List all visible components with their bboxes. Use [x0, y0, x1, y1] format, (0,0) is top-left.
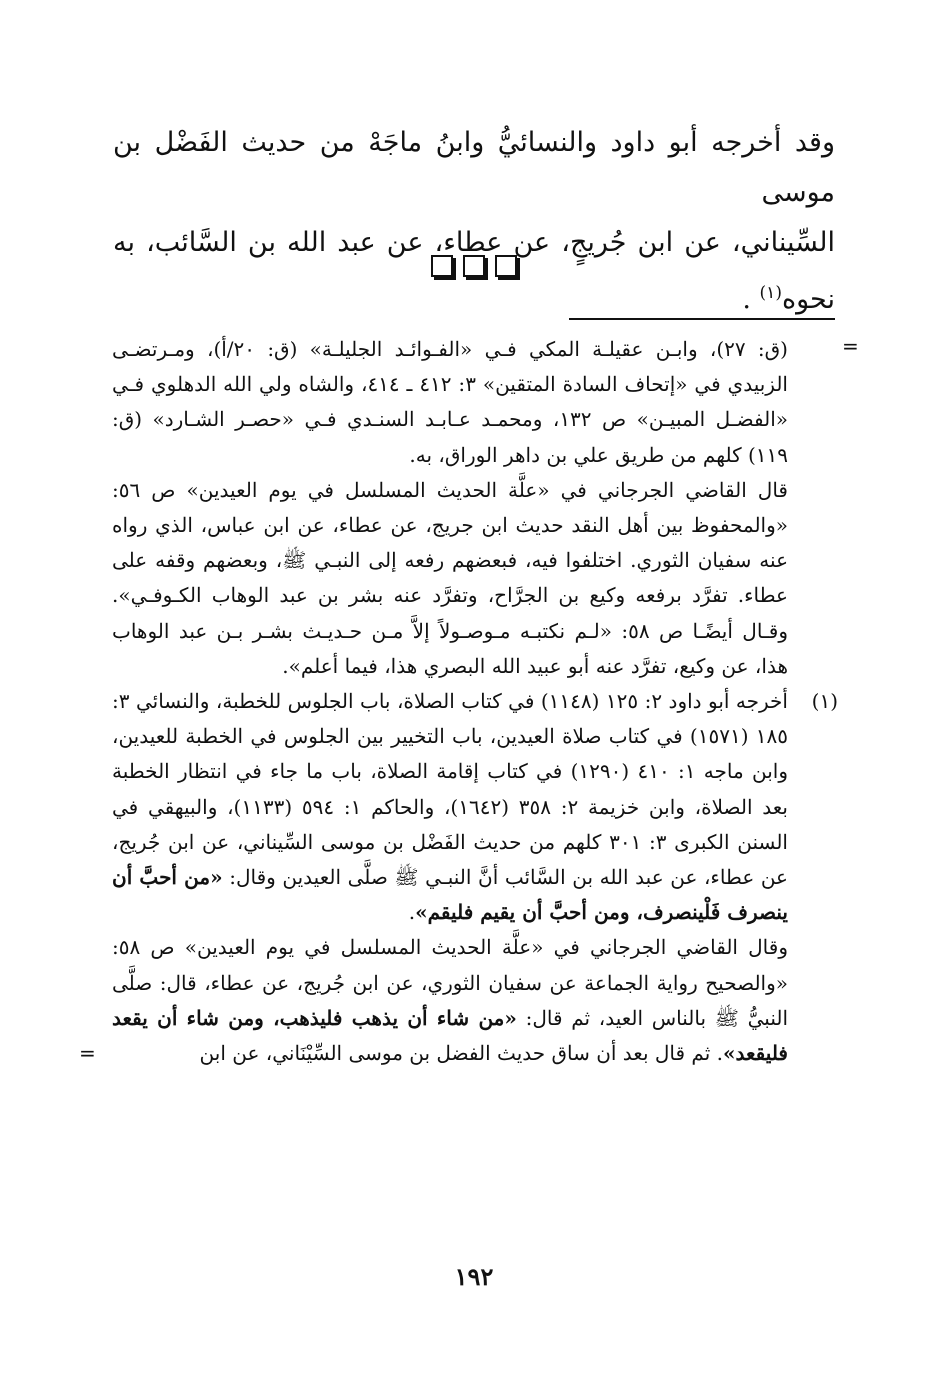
main-line-1	[113, 118, 835, 218]
footnote-continuation-para-2: قال القاضي الجرجاني في «علَّة الحديث المسلسل في يوم العيدين» ص ٥٦: «والمحفوظ بين أهل النقد حديث ابن جريج، عن عطاء، عن ابن عباس، الذي رواه عنه سفيان الثوري. اختلفوا فيه، فبعضهم رفعه إلى النبـي ﷺ، وبعضهم وقفه على عطاء. تفرَّد برفعه وكيع بن الجرَّاح، وتفرَّد عنه بشر بن عبد الوهاب الكـوفـي». وقـال أيضًـا ص ٥٨: «لـم نكتبـه مـوصـولاً إلاَّ مـن حـديـث بشـر بـن عبد الوهاب هذا، عن وكيع، تفرَّد عنه أبو عبيد الله البصري هذا، فيما أعلم».	[112, 477, 789, 678]
footnote-1-para-2-a: وقال القاضي الجرجاني في «علَّة الحديث المسلسل في يوم العيدين» ص ٥٨: «والصحيح رواية الجماعة عن سفيان الثوري، عن ابن جُريج، عن عطاء، قال: صلَّى النبيُّ ﷺ بالناس العيد، ثم قال:	[112, 935, 788, 1030]
footnote-1-end: .	[408, 900, 416, 925]
continuation-mark: =	[842, 334, 859, 358]
footnote-1-para-2-quote: «من شاء أن يذهب فليذهب، ومن شاء أن يقعد فليقعد»	[112, 1005, 788, 1066]
square-ornament-icon	[463, 255, 485, 277]
main-line-2-end: .	[742, 284, 760, 315]
footnote-1-para-2	[112, 930, 788, 1071]
square-ornament-icon	[431, 255, 453, 277]
page-number: ١٩٢	[454, 1262, 494, 1291]
main-line-1-text: وقد أخرجه أبو داود والنسائيُّ وابنُ ماجَهْ من حديث الفَضْل بن موسى	[113, 127, 835, 208]
footnotes	[79, 332, 838, 1071]
footnote-1-para-2-b: . ثم قال بعد أن ساق حديث الفضل بن موسى السِّيْنَاني، عن ابن	[199, 1041, 724, 1066]
footnote-1-text: أخرجه أبو داود ٢: ١٢٥ (١١٤٨) في كتاب الصلاة، باب الجلوس للخطبة، والنسائي ٣: ١٨٥ (١٥٧١) في كتاب صلاة العيدين، باب التخيير بين الجلوس في الخطبة للعيدين، وابن ماجه ١: ٤١٠ (١٢٩٠) في كتاب إقامة الصلاة، باب ما جاء في انتظار الخطبة بعد الصلاة، وابن خزيمة ٢: ٣٥٨ (١٦٤٢)، والحاكم ١: ٥٩٤ (١١٣٣)، والبيهقي في السنن الكبرى ٣: ٣٠١ كلهم من حديث الفَضْل بن موسى السِّيناني، عن ابن جُريج، عن عطاء، عن عبد الله بن السَّائب أنَّ النبـي ﷺ صلَّى العيدين وقال:	[112, 689, 788, 890]
trailing-continuation-mark: =	[79, 1041, 96, 1066]
footnote-1-number: (١)	[811, 689, 838, 714]
footnote-1-quote: «من أحبَّ أن ينصرف فَلْينصرف، ومن أحبَّ أن يقيم فليقم»	[112, 865, 788, 925]
footnote-rule	[569, 318, 835, 320]
footnote-1-para-1	[112, 684, 788, 930]
footnote-1	[79, 684, 838, 1071]
main-text	[113, 118, 835, 325]
section-separator	[0, 255, 948, 281]
footnote-reference[interactable]: (١)	[759, 283, 782, 303]
square-ornament-icon	[495, 255, 517, 277]
footnote-continuation: (ق: ٢٧)، وابـن عقيلـة المكي فـي «الفـوائـد الجليلـة» (ق: ٢٠/أ)، ومـرتضـى الزبيدي في «إتحاف السادة المتقين» ٣: ٤١٢ ـ ٤١٤، والشاه ولي الله الدهلوي فـي «الفضـل المبيـن» ص ١٣٢، ومحمـد عـابـد السنـدي فـي «حصـر الشـارد» (ق: ١١٩) كلهم من طريق علي بن داهر الوراق، به.	[112, 337, 788, 467]
main-line-2-text: السِّيناني، عن ابن جُريجٍ، عن عطاء، عن عبد الله بن السَّائب، به نحوه	[113, 227, 835, 315]
